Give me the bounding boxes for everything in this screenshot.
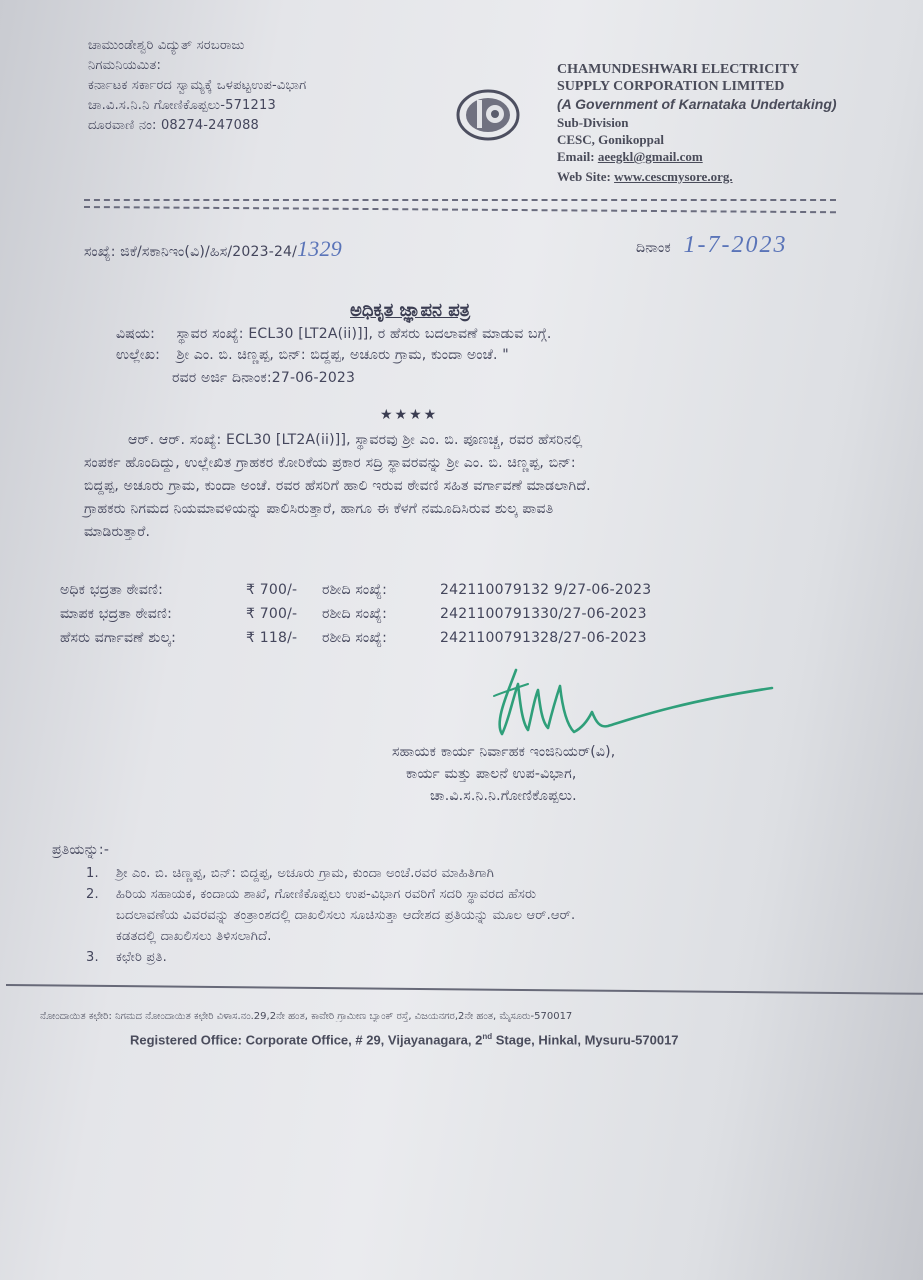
email-label: Email: [557,149,595,164]
header-kn-line: ಚಾ.ವಿ.ಸ.ನಿ.ನಿ ಗೋಣಿಕೊಪ್ಪಲು-571213 [88,98,276,113]
body-paragraph [84,432,591,547]
copies-list [86,866,575,971]
fee-row [60,630,651,654]
fee-receipt-number: 2421100791328/27-06-2023 [440,630,647,646]
email-line [557,149,837,169]
government-undertaking: (A Government of Karnataka Undertaking) [557,96,837,112]
fee-label: ಅಧಿಕ ಭದ್ರತಾ ಠೇವಣಿ: [60,582,164,598]
signatory-block [392,744,615,810]
company-name: CHAMUNDESHWARI ELECTRICITY [557,62,800,77]
reference-number-handwritten: 1329 [297,236,342,261]
date-handwritten: 1-7-2023 [683,232,788,258]
copies-label: ಪ್ರತಿಯನ್ನು:- [52,842,110,858]
copy-line: ಶ್ರೀ ಎಂ. ಬಿ. ಚಿಣ್ಣಪ್ಪ, ಬಿನ್: ಬಿದ್ದಪ್ಪ, ಅಚೂರು ಗ್ರಾಮ, ಕುಂದಾ ಅಂಚೆ.ರವರ ಮಾಹಿತಿಗಾಗಿ [116,866,495,881]
date-label: ದಿನಾಂಕ [636,240,671,256]
cesc-logo [455,86,521,144]
memo-title: ಅಧಿಕೃತ ಜ್ಞಾಪನ ಪತ್ರ [350,300,471,321]
fee-receipt-number: 242110079132 9/27-06-2023 [440,582,652,598]
header-kannada [88,38,306,138]
email-link[interactable]: aeegkl@gmail.com [597,149,703,164]
header-kn-line: ನಿಗಮನಿಯಮಿತ: [88,58,162,73]
fees-table [60,582,651,654]
company-name-2: SUPPLY CORPORATION LIMITED [557,79,785,94]
header-english [557,62,837,186]
fee-amount: ₹ 700/- [246,606,298,622]
registered-office-sup: nd [482,1032,493,1041]
fee-receipt-label: ರಶೀದಿ ಸಂಖ್ಯೆ: [322,630,388,646]
website-line [557,169,837,186]
fee-amount: ₹ 700/- [246,582,298,598]
signatory-line: ಕಾರ್ಯ ಮತ್ತು ಪಾಲನೆ ಉಪ-ವಿಭಾಗ, [406,766,577,782]
document-date [636,232,788,259]
header-kn-line: ದೂರವಾಣಿ ನಂ: 08274-247088 [88,118,260,133]
reference-number-prefix: ಸಂಖ್ಯೆ: ಜಿಕೆ/ಸಕಾನಿಇಂ(ವಿ)/ಹಿಸ/2023-24/ [84,244,298,260]
subject-label: ವಿಷಯ: [116,326,156,342]
signatory-line: ಚಾ.ವಿ.ಸ.ನಿ.ನಿ.ಗೋಣಿಕೊಪ್ಪಲು. [430,788,577,804]
footer-kannada-address: ನೋಂದಾಯಿತ ಕಛೇರಿ: ನಿಗಮದ ನೋಂದಾಯಿತ ಕಛೇರಿ ವಿಳಾಸ.ನಂ.29,2ನೇ ಹಂತ, ಕಾವೇರಿ ಗ್ರಾಮೀಣ ಬ್ಯಾಂಕ್ ರಸ್ತೆ, ವಿಜಯನಗರ,2ನೇ ಹಂತ, ಮೈಸೂರು-570017 [40,1011,573,1022]
registered-office [130,1032,679,1047]
header-divider [84,206,836,213]
fee-label: ಮಾಪಕ ಭದ್ರತಾ ಠೇವಣಿ: [60,606,173,622]
copy-line: ಕಛೇರಿ ಪ್ರತಿ. [116,950,167,965]
copy-number: 2. [86,887,99,902]
body-line: ಬಿದ್ದಪ್ಪ, ಅಚೂರು ಗ್ರಾಮ, ಕುಂದಾ ಅಂಚೆ. ರವರ ಹೆಸರಿಗೆ ಹಾಲಿ ಇರುವ ಠೇವಣಿ ಸಹಿತ ವರ್ಗಾವಣೆ ಮಾಡಲಾಗಿದೆ. [84,478,591,494]
section-stars: ★★★★ [380,407,439,423]
footer-divider [6,984,923,995]
signatory-line: ಸಹಾಯಕ ಕಾರ್ಯ ನಿರ್ವಾಹಕ ಇಂಜಿನಿಯರ್(ವಿ), [392,744,616,760]
copy-item [86,866,575,887]
copy-number: 1. [86,866,99,881]
copy-item [86,950,575,971]
fee-row [60,606,651,630]
subject-text: ಸ್ಥಾವರ ಸಂಖ್ಯೆ: ECL30 [LT2A(ii)]], ರ ಹೆಸರು ಬದಲಾವಣೆ ಮಾಡುವ ಬಗ್ಗೆ. [176,326,552,342]
registered-office-text: Registered Office: Corporate Office, # 29, Vijayanagara, 2 [130,1032,483,1048]
body-line: ಆರ್. ಆರ್. ಸಂಖ್ಯೆ: ECL30 [LT2A(ii)]], ಸ್ಥಾವರವು ಶ್ರೀ ಎಂ. ಬಿ. ಪೂಣಚ್ಚ, ರವರ ಹೆಸರಿನಲ್ಲಿ [128,432,583,448]
body-line: ಮಾಡಿರುತ್ತಾರೆ. [84,524,151,540]
header-kn-line: ಕರ್ನಾಟಕ ಸರ್ಕಾರದ ಸ್ವಾಮ್ಯಕ್ಕೆ ಒಳಪಟ್ಟಉಪ-ವಿಭಾಗ [88,78,307,93]
copy-item [86,887,575,950]
fee-label: ಹೆಸರು ವರ್ಗಾವಣೆ ಶುಲ್ಕ: [60,630,177,646]
copy-line: ಹಿರಿಯ ಸಹಾಯಕ, ಕಂದಾಯ ಶಾಖೆ, ಗೋಣಿಕೊಪ್ಪಲು ಉಪ-ವಿಭಾಗ ರವರಿಗೆ ಸದರಿ ಸ್ಥಾವರದ ಹೆಸರು [116,887,537,902]
reference-line-2: ರವರ ಅರ್ಜಿ ದಿನಾಂಕ:27-06-2023 [172,370,356,386]
header-divider [84,199,836,201]
website-link[interactable]: www.cescmysore.org. [614,169,733,184]
fee-row [60,582,651,606]
handwritten-signature [488,662,778,742]
body-line: ಗ್ರಾಹಕರು ನಿಗಮದ ನಿಯಮಾವಳಿಯನ್ನು ಪಾಲಿಸಿರುತ್ತಾರೆ, ಹಾಗೂ ಈ ಕೆಳಗೆ ನಮೂದಿಸಿರುವ ಶುಲ್ಕ ಪಾವತಿ [84,501,554,517]
reference-number [84,236,342,262]
body-line: ಸಂಪರ್ಕ ಹೊಂದಿದ್ದು, ಉಲ್ಲೇಖಿತ ಗ್ರಾಹಕರ ಕೋರಿಕೆಯ ಪ್ರಕಾರ ಸದ್ರಿ ಸ್ಥಾವರವನ್ನು ಶ್ರೀ ಎಂ. ಬಿ. ಚಿಣ್ಣಪ್ಪ, ಬಿನ್: [84,455,576,471]
fee-receipt-label: ರಶೀದಿ ಸಂಖ್ಯೆ: [322,582,388,598]
subject-line [116,326,552,342]
sub-division: Sub-Division [557,115,629,130]
office-place: CESC, Gonikoppal [557,132,664,147]
header-kn-line: ಚಾಮುಂಡೇಶ್ವರಿ ವಿದ್ಯುತ್ ಸರಬರಾಜು [88,38,245,53]
reference-line [116,347,509,363]
reference-label: ಉಲ್ಲೇಖ: [116,347,161,363]
reference-text: ಶ್ರೀ ಎಂ. ಬಿ. ಚಿಣ್ಣಪ್ಪ, ಬಿನ್: ಬಿದ್ದಪ್ಪ, ಅಚೂರು ಗ್ರಾಮ, ಕುಂದಾ ಅಂಚೆ. " [176,347,509,363]
fee-amount: ₹ 118/- [246,630,298,646]
fee-receipt-label: ರಶೀದಿ ಸಂಖ್ಯೆ: [322,606,388,622]
website-label: Web Site: [557,169,611,184]
registered-office-text-2: Stage, Hinkal, Mysuru-570017 [492,1032,679,1048]
copy-line: ಬದಲಾವಣೆಯ ವಿವರವನ್ನು ತಂತ್ರಾಂಶದಲ್ಲಿ ದಾಖಲಿಸಲು ಸೂಚಿಸುತ್ತಾ ಆದೇಶದ ಪ್ರತಿಯನ್ನು ಮೂಲ ಆರ್.ಆರ್. [116,908,576,923]
copy-number: 3. [86,950,99,965]
copy-line: ಕಡತದಲ್ಲಿ ದಾಖಲಿಸಲು ತಿಳಿಸಲಾಗಿದೆ. [116,929,272,944]
fee-receipt-number: 2421100791330/27-06-2023 [440,606,647,622]
